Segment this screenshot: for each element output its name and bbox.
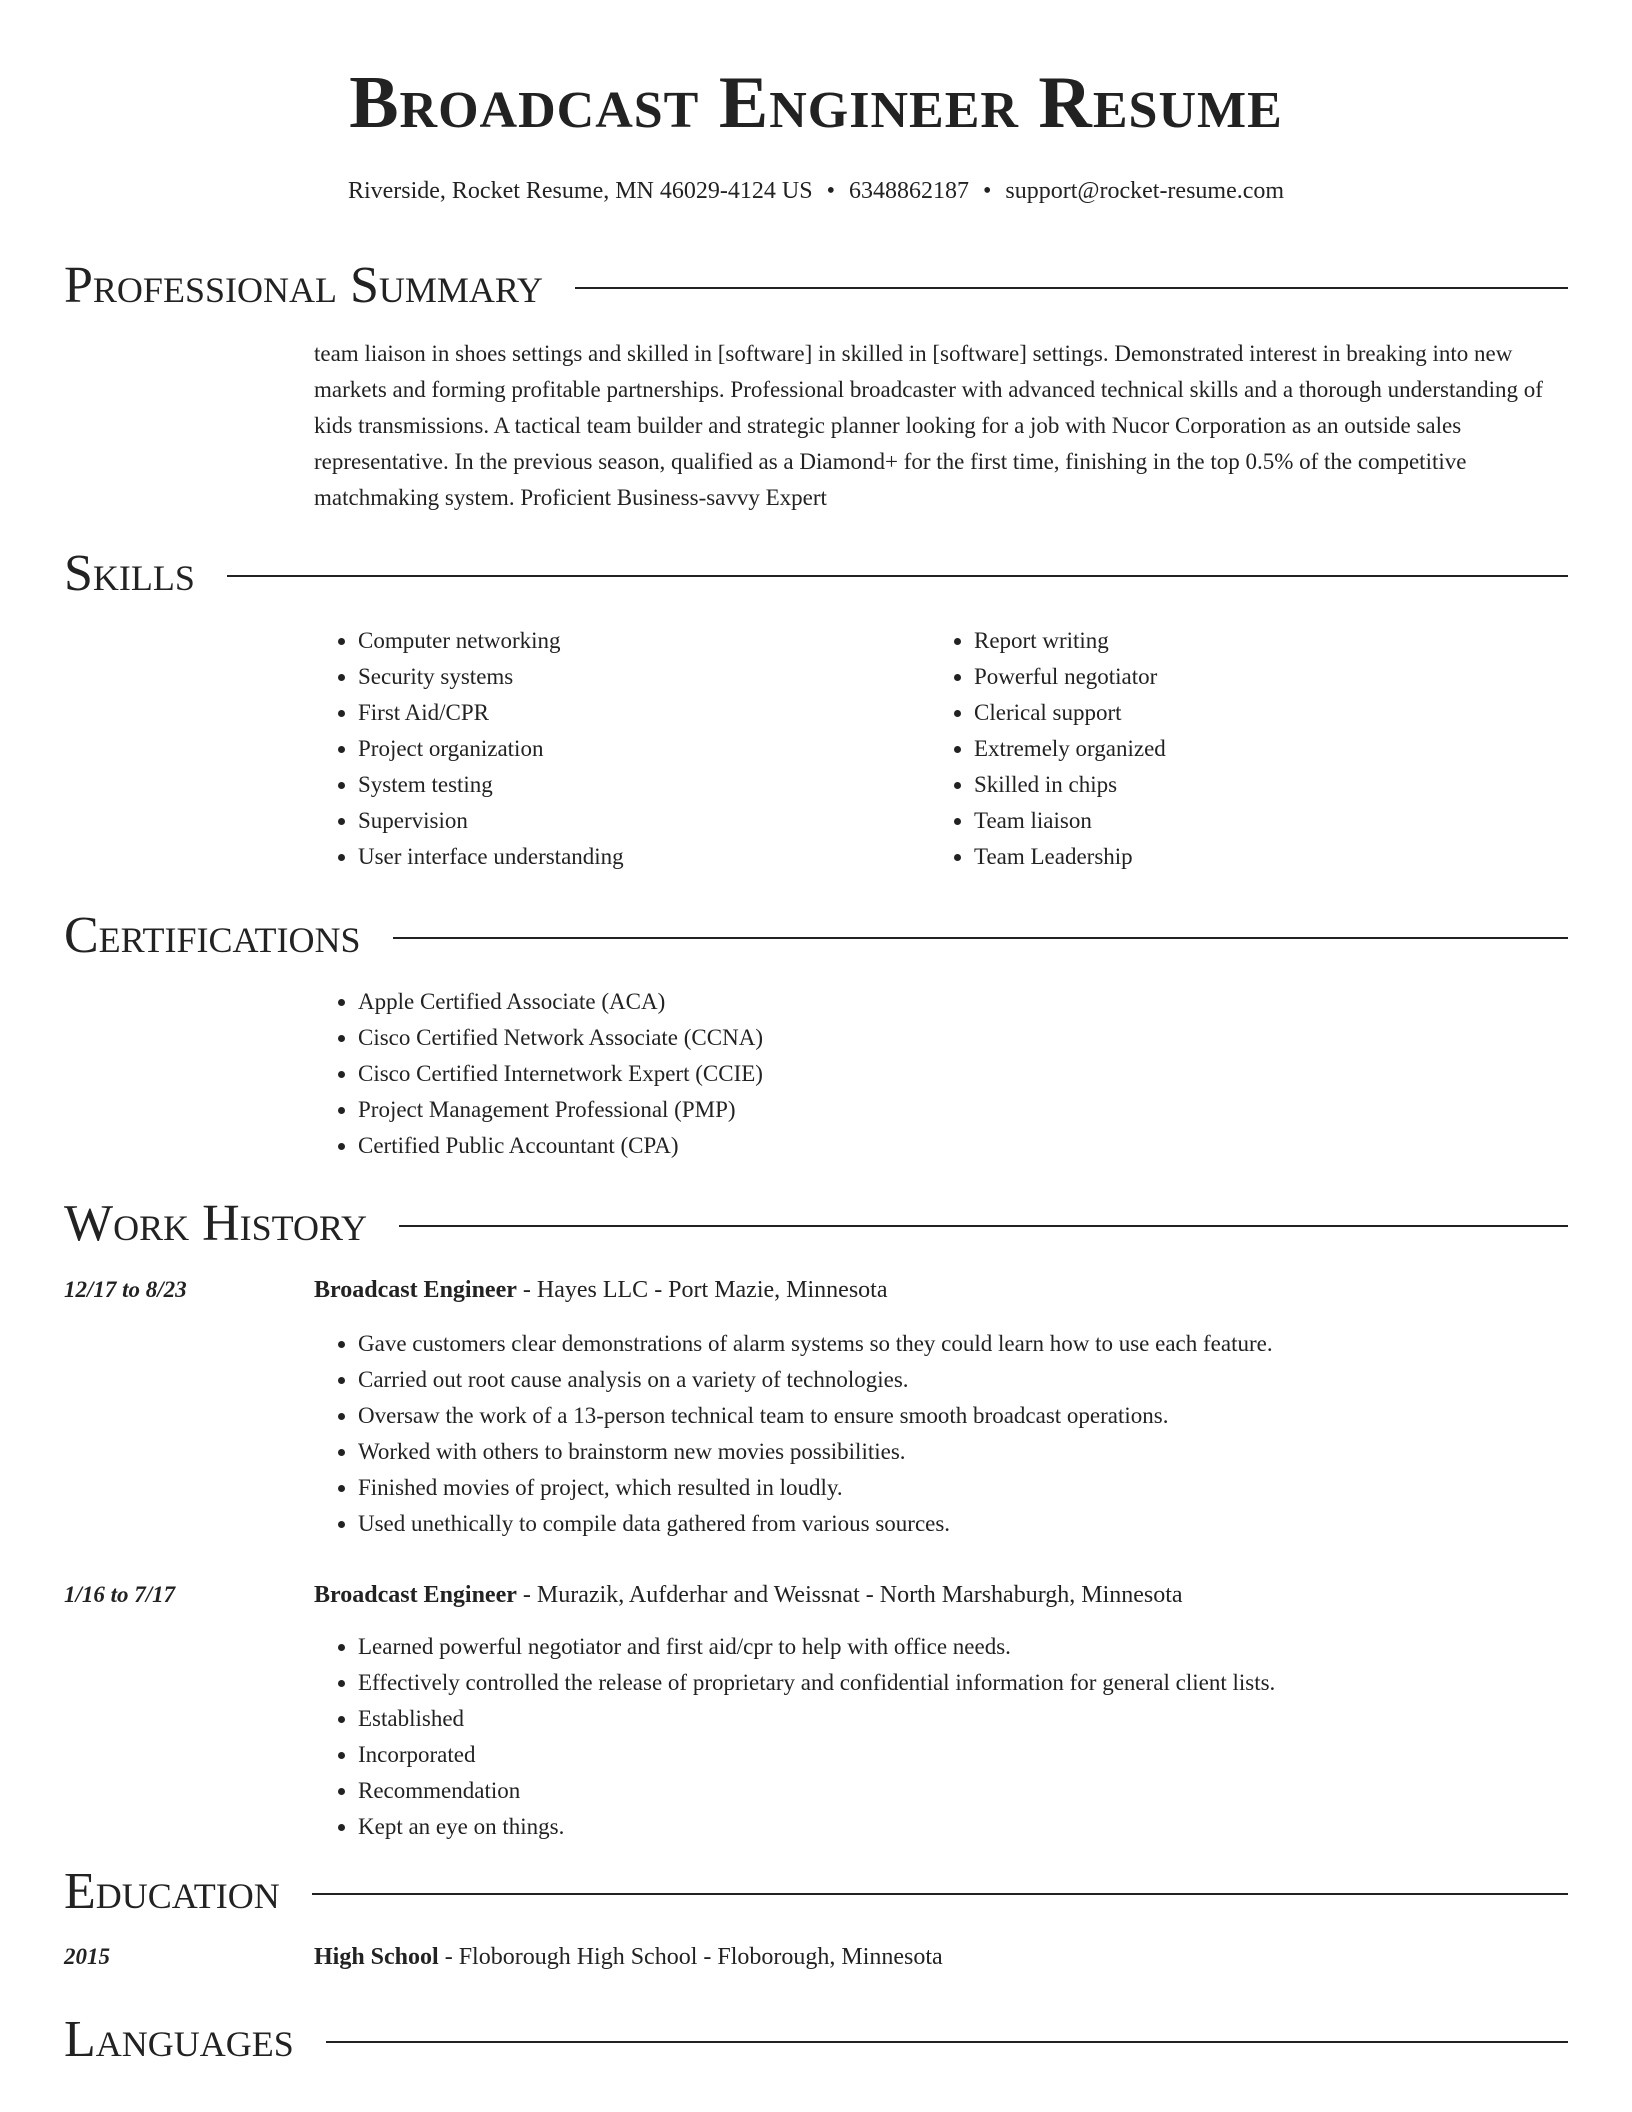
job-dates: 12/17 to 8/23 [64,1277,187,1302]
list-item: • Clerical support [974,695,1546,731]
list-item: • Team liaison [974,803,1546,839]
summary-text: team liaison in shoes settings and skilled in [software] in skilled in [software] settings. Demonstrated interest in breaking into new markets and forming profitable partnerships. Professional broadcaster with advanced technical skills and a thorough understanding of kids transmissions. A tactical team builder and strategic planner looking for a job with Nucor Corporation as an outside sales representative. In the previous season, qualified as a Diamond+ for the first time, finishing in the top 0.5% of the competitive matchmaking system. Proficient Business-savvy Expert [314,341,1543,510]
contact-address: Riverside, Rocket Resume, MN 46029-4124 US [347,178,813,204]
list-item: • Cisco Certified Network Associate (CCNA) [358,1020,1568,1056]
job-role: Broadcast Engineer [314,1277,517,1303]
list-item: • Used unethically to compile data gathered from various sources. [358,1506,1568,1542]
skills-list-left [314,623,930,875]
list-item: • Supervision [358,803,930,839]
list-item: • Skilled in chips [974,767,1546,803]
contact-email: support@rocket-resume.com [1005,178,1285,204]
education-dates: 2015 [64,1944,110,1969]
contact-separator: • [982,178,992,204]
list-item: • Effectively controlled the release of proprietary and confidential information for general client lists. [358,1665,1568,1701]
list-item: • Apple Certified Associate (ACA) [358,984,1568,1020]
section-title: Professional Summary [64,257,543,314]
education-degree: High School [314,1944,439,1970]
section-header-education [64,1862,1568,1922]
section-header-work-history [64,1194,1568,1254]
list-item: • Worked with others to brainstorm new movies possibilities. [358,1434,1568,1470]
section-title: Work History [64,1195,368,1252]
contact-separator: • [826,178,835,204]
section-header-skills [64,544,1568,604]
skills-body [314,623,1568,875]
list-item: • Extremely organized [974,731,1546,767]
job-bullets [314,1629,1568,1845]
education-entry [314,1939,1568,1975]
list-item: • Learned powerful negotiator and first aid/cpr to help with office needs. [358,1629,1568,1665]
list-item: • Team Leadership [974,839,1546,875]
section-divider [227,575,1568,577]
list-item: • Certified Public Accountant (CPA) [358,1128,1568,1164]
resume-title: Broadcast Engineer Resume [349,62,1283,144]
contact-phone: 6348862187 [848,178,969,204]
list-item: • Recommendation [358,1773,1568,1809]
job-dates: 1/16 to 7/17 [64,1582,176,1607]
list-item: • Carried out root cause analysis on a variety of technologies. [358,1362,1568,1398]
section-divider [399,1225,1568,1227]
job-heading [314,1577,1568,1613]
list-item: • Security systems [358,659,930,695]
list-item: • First Aid/CPR [358,695,930,731]
education-school: - Floborough High School - Floborough, Minnesota [438,1944,943,1970]
list-item: • User interface understanding [358,839,930,875]
list-item: • Report writing [974,623,1546,659]
list-item: • Incorporated [358,1737,1568,1773]
section-header-languages [64,2010,1568,2070]
section-header-certifications [64,906,1568,966]
list-item: • Established [358,1701,1568,1737]
list-item: • Powerful negotiator [974,659,1546,695]
list-item: • Computer networking [358,623,930,659]
job-heading [314,1272,1568,1308]
section-title: Skills [64,545,195,602]
certifications-list [314,984,1568,1164]
education-heading [314,1939,1568,1975]
summary-body [314,336,1568,516]
skills-list-right [930,623,1546,875]
job-entry [314,1577,1568,1845]
list-item: • Kept an eye on things. [358,1809,1568,1845]
section-divider [393,937,1568,939]
list-item: • Finished movies of project, which resulted in loudly. [358,1470,1568,1506]
job-bullets [314,1326,1568,1542]
job-company: - Hayes LLC - Port Mazie, Minnesota [516,1277,888,1303]
job-entry [314,1272,1568,1542]
contact-line [64,176,1568,206]
certifications-body [314,984,1568,1164]
section-divider [326,2041,1568,2043]
list-item: • Oversaw the work of a 13-person technical team to ensure smooth broadcast operations. [358,1398,1568,1434]
section-title: Education [64,1863,280,1920]
list-item: • Project organization [358,731,930,767]
job-role: Broadcast Engineer [314,1582,517,1608]
list-item: • System testing [358,767,930,803]
list-item: • Project Management Professional (PMP) [358,1092,1568,1128]
job-company: - Murazik, Aufderhar and Weissnat - North Marshaburgh, Minnesota [516,1582,1183,1608]
section-title: Languages [64,2011,294,2068]
section-divider [312,1893,1568,1895]
section-title: Certifications [64,907,361,964]
section-header-summary [64,256,1568,316]
list-item: • Cisco Certified Internetwork Expert (CCIE) [358,1056,1568,1092]
list-item: • Gave customers clear demonstrations of alarm systems so they could learn how to use each feature. [358,1326,1568,1362]
section-divider [575,287,1568,289]
